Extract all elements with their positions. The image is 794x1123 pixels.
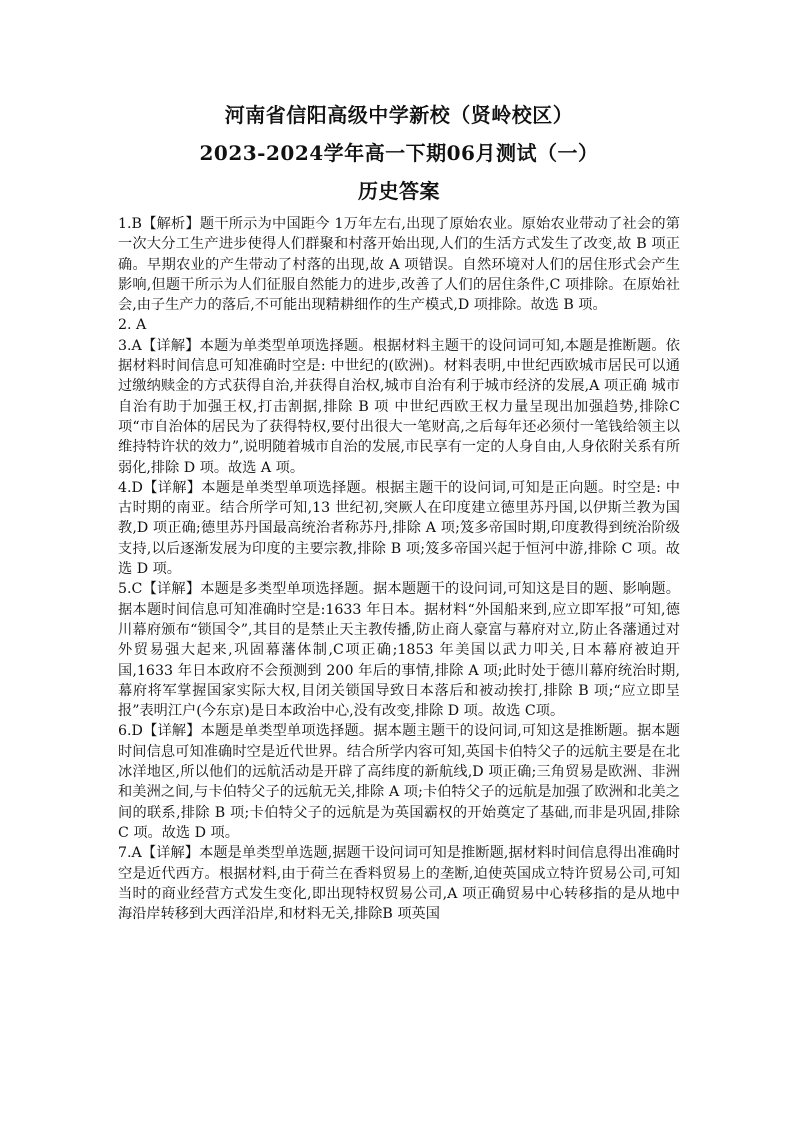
answer-list: [118, 214, 680, 924]
answer-item-5: 5.C【详解】本题是多类型单项选择题。据本题题干的设问词,可知这是目的题、影响题。据本题时间信息可知准确时空是:1633 年日本。据材料“外国船来到,应立即军报”可知,德川幕府颁布“锁国令”,其目的是禁止天主教传播,防止商人豪富与幕府对立,防止各藩通过对外贸易强大起来,巩固幕藩体制,C项正确;1853 年美国以武力叩关,日本幕府被迫开国,1633 年日本政府不会预测到 200 年后的事情,排除 A 项;此时处于德川幕府统治时期,幕府将军掌握国家实际大权,目闭关锁国导致日本落后和被动挨打,排除 B 项;“应立即呈报”表明江户(今东京)是日本政治中心,没有改变,排除 D 项。故选 C项。: [118, 581, 680, 720]
answer-sheet-page: [118, 98, 680, 924]
school-title: 河南省信阳高级中学新校（贤岭校区）: [224, 103, 574, 127]
answer-item-3: 3.A【详解】本题为单类型单项选择题。根据材料主题干的设问词可知,本题是推断题。依据材料时间信息可知准确时空是: 中世纪的(欧洲)。材料表明,中世纪西欧城市居民可以通过缴纳赎金的方式获得自治,并获得自治权,城市自治有利于城市经济的发展,A 项正确 城市自治有助于加强王权,打击割据,排除 B 项 中世纪西欧王权力量呈现出加强趋势,排除C项“市自治体的居民为了获得特权,要付出很大一笔财高,之后每年还必须付一笔钱给领主以维持特许状的效力”,说明随着城市自治的发展,市民享有一定的人身自由,人身依附关系有所弱化,排除 D 项。故选 A 项。: [118, 337, 680, 476]
answer-item-6: 6.D【详解】本题是单类型单项选择题。据本题主题干的设问词,可知这是推断题。据本题时间信息可知准确时空是近代世界。结合所学内容可知,英国卡伯特父子的远航主要是在北冰洋地区,所以他们的远航活动是开辟了高纬度的新航线,D 项正确;三角贸易是欧洲、非洲和美洲之间,与卡伯特父子的远航无关,排除 A 项;卡伯特父子的远航是加强了欧洲和北美之间的联系,排除 B 项;卡伯特父子的远航是为英国霸权的开始奠定了基础,而非是巩固,排除 C 项。故选 D 项。: [118, 723, 680, 841]
answer-item-7: 7.A【详解】本题是单类型单选题,据题干设问词可知是推断题,据材料时间信息得出准确时空是近代西方。根据材料,由于荷兰在香料贸易上的垄断,迫使英国成立特许贸易公司,可知当时的商业经营方式发生变化,即出现特权贸易公司,A 项正确贸易中心转移指的是从地中海沿岸转移到大西洋沿岸,和材料无关,排除B 项英国: [118, 845, 680, 923]
answer-item-1: 1.B【解析】题干所示为中国距今 1万年左右,出现了原始农业。原始农业带动了社会的第一次大分工生产进步使得人们群聚和村落开始出现,人们的生活方式发生了改变,故 B 项正确。早期农业的产生带动了村落的出现,故 A 项错误。自然环境对人们的居住形式会产生影响,但题干所示为人们征服自然能力的进步,改善了人们的居住条件,C 项排除。在原始社会,由子生产力的落后,不可能出现精耕细作的生产模式,D 项排除。故选 B 项。: [118, 216, 680, 314]
answer-item-4: 4.D【详解】本题是单类型单项选择题。根据主题干的设问词,可知是正向题。时空是: 中古时期的南亚。结合所学可知,13 世纪初,突厥人在印度建立德里苏丹国,以伊斯兰教为国教,D 项正确;德里苏丹国最高统治者称苏丹,排除 A 项;笈多帝国时期,印度教得到统治阶级支持,以后逐渐发展为印度的主要宗教,排除 B 项;笈多帝国兴起于恒河中游,排除 C 项。故选 D 项。: [118, 479, 680, 578]
exam-title: 2023-2024学年高一下期06月测试（一）: [199, 141, 599, 165]
answer-item-2: 2. A: [118, 317, 147, 334]
subject-title: 历史答案: [358, 179, 440, 203]
